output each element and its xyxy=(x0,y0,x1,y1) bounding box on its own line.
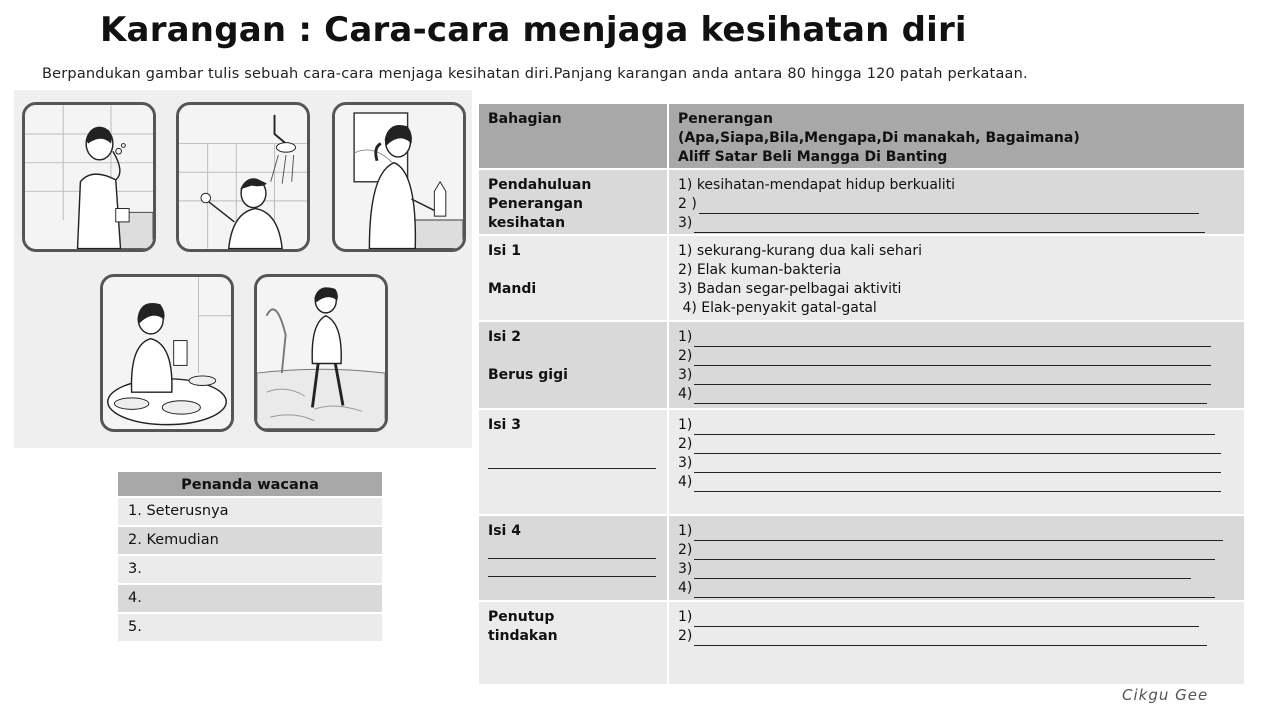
item-text: 4) xyxy=(678,580,693,596)
list-item xyxy=(678,454,1235,473)
label-line: Berus gigi xyxy=(488,367,568,383)
brushing-teeth-picture xyxy=(22,102,156,252)
penanda-wacana-heading: Penanda wacana xyxy=(118,472,382,498)
item-text: 4) xyxy=(678,474,693,490)
item-text: 3) xyxy=(678,561,693,577)
item-text: 4) Elak-penyakit gatal-gatal xyxy=(678,300,877,316)
exercising-picture xyxy=(254,274,388,432)
label-line: Penutup xyxy=(488,609,555,625)
blank-answer-line[interactable] xyxy=(694,584,1215,598)
item-text: 1) xyxy=(678,417,693,433)
label-line: Penerangan xyxy=(488,196,583,212)
label-line: Mandi xyxy=(488,281,537,297)
label-line xyxy=(488,261,658,280)
list-item xyxy=(678,627,1235,646)
item-text: 1) xyxy=(678,523,693,539)
blank-answer-line[interactable] xyxy=(694,371,1211,385)
penanda-wacana-item: 2. Kemudian xyxy=(118,527,382,556)
list-item xyxy=(678,214,1235,233)
list-item xyxy=(678,541,1235,560)
item-text: 4) xyxy=(678,386,693,402)
row-label-isi-2 xyxy=(479,322,669,410)
list-item xyxy=(678,261,1235,280)
item-text: 3) xyxy=(678,367,693,383)
row-items-isi-3 xyxy=(669,410,1244,516)
row-items-penutup xyxy=(669,602,1244,686)
blank-answer-line[interactable] xyxy=(694,390,1207,404)
blank-answer-line[interactable] xyxy=(694,478,1221,492)
header-penerangan-title: Penerangan xyxy=(678,111,773,127)
item-text: 2 ) xyxy=(678,196,697,212)
item-text: 1) xyxy=(678,329,693,345)
penanda-wacana-table xyxy=(118,472,382,643)
list-item xyxy=(678,328,1235,347)
list-item xyxy=(678,347,1235,366)
header-penerangan-questions: (Apa,Siapa,Bila,Mengapa,Di manakah, Bagaimana) xyxy=(678,130,1080,146)
header-penerangan-mnemonic: Aliff Satar Beli Mangga Di Banting xyxy=(678,149,948,165)
list-item xyxy=(678,416,1235,435)
bathing-picture xyxy=(176,102,310,252)
row-items-pendahuluan xyxy=(669,170,1244,236)
item-text: 2) xyxy=(678,436,693,452)
label-line: Isi 2 xyxy=(488,329,521,345)
blank-answer-line[interactable] xyxy=(694,527,1223,541)
item-text: 2) xyxy=(678,348,693,364)
list-item xyxy=(678,473,1235,492)
item-text: 1) sekurang-kurang dua kali sehari xyxy=(678,243,922,259)
list-item xyxy=(678,560,1235,579)
list-item xyxy=(678,435,1235,454)
list-item xyxy=(678,299,1235,318)
blank-answer-line[interactable] xyxy=(699,200,1199,214)
list-item xyxy=(678,366,1235,385)
list-item xyxy=(678,579,1235,598)
item-text: 2) xyxy=(678,628,693,644)
blank-answer-line[interactable] xyxy=(694,421,1215,435)
list-item xyxy=(678,522,1235,541)
item-text: 2) Elak kuman-bakteria xyxy=(678,262,842,278)
blank-answer-line[interactable] xyxy=(694,459,1221,473)
author-signature: Cikgu Gee xyxy=(1122,686,1209,704)
label-line xyxy=(488,347,658,366)
blank-answer-line[interactable] xyxy=(694,632,1207,646)
label-line: kesihatan xyxy=(488,215,566,231)
list-item xyxy=(678,195,1235,214)
row-label-pendahuluan xyxy=(479,170,669,236)
blank-answer-line[interactable] xyxy=(694,333,1211,347)
row-items-isi-1 xyxy=(669,236,1244,322)
blank-heading-line[interactable] xyxy=(488,455,656,469)
eating-picture xyxy=(100,274,234,432)
row-items-isi-2 xyxy=(669,322,1244,410)
blank-heading-line[interactable] xyxy=(488,545,656,559)
label-line: Isi 1 xyxy=(488,243,521,259)
blank-answer-line[interactable] xyxy=(694,219,1205,233)
label-line: Isi 4 xyxy=(488,523,521,539)
item-text: 3) xyxy=(678,215,693,231)
header-bahagian: Bahagian xyxy=(479,104,669,170)
row-label-isi-1 xyxy=(479,236,669,322)
list-item xyxy=(678,608,1235,627)
penanda-wacana-item: 4. xyxy=(118,585,382,614)
blank-answer-line[interactable] xyxy=(694,565,1191,579)
item-text: 1) xyxy=(678,609,693,625)
blank-answer-line[interactable] xyxy=(694,546,1215,560)
row-label-penutup xyxy=(479,602,669,686)
list-item xyxy=(678,385,1235,404)
list-item xyxy=(678,280,1235,299)
blank-heading-line[interactable] xyxy=(488,563,656,577)
row-label-isi-4 xyxy=(479,516,669,602)
row-label-isi-3 xyxy=(479,410,669,516)
washing-hands-picture xyxy=(332,102,466,252)
header-penerangan xyxy=(669,104,1244,170)
page-title: Karangan : Cara-cara menjaga kesihatan diri xyxy=(100,10,967,50)
label-line: Isi 3 xyxy=(488,417,521,433)
item-text: 3) xyxy=(678,455,693,471)
list-item xyxy=(678,176,1235,195)
penanda-wacana-item: 5. xyxy=(118,614,382,643)
item-text: 3) Badan segar-pelbagai aktiviti xyxy=(678,281,902,297)
row-items-isi-4 xyxy=(669,516,1244,602)
penanda-wacana-item: 3. xyxy=(118,556,382,585)
essay-outline-table xyxy=(479,104,1244,686)
item-text: 1) kesihatan-mendapat hidup berkualiti xyxy=(678,177,956,193)
blank-answer-line[interactable] xyxy=(694,352,1211,366)
blank-answer-line[interactable] xyxy=(694,613,1199,627)
list-item xyxy=(678,242,1235,261)
item-text: 2) xyxy=(678,542,693,558)
instruction-text: Berpandukan gambar tulis sebuah cara-cara menjaga kesihatan diri.Panjang karangan anda antara 80 hingga 120 patah perkataan. xyxy=(42,66,1028,82)
penanda-wacana-item: 1. Seterusnya xyxy=(118,498,382,527)
blank-answer-line[interactable] xyxy=(694,440,1221,454)
label-line: Pendahuluan xyxy=(488,177,592,193)
label-line: tindakan xyxy=(488,628,558,644)
illustration-panel xyxy=(14,90,472,448)
